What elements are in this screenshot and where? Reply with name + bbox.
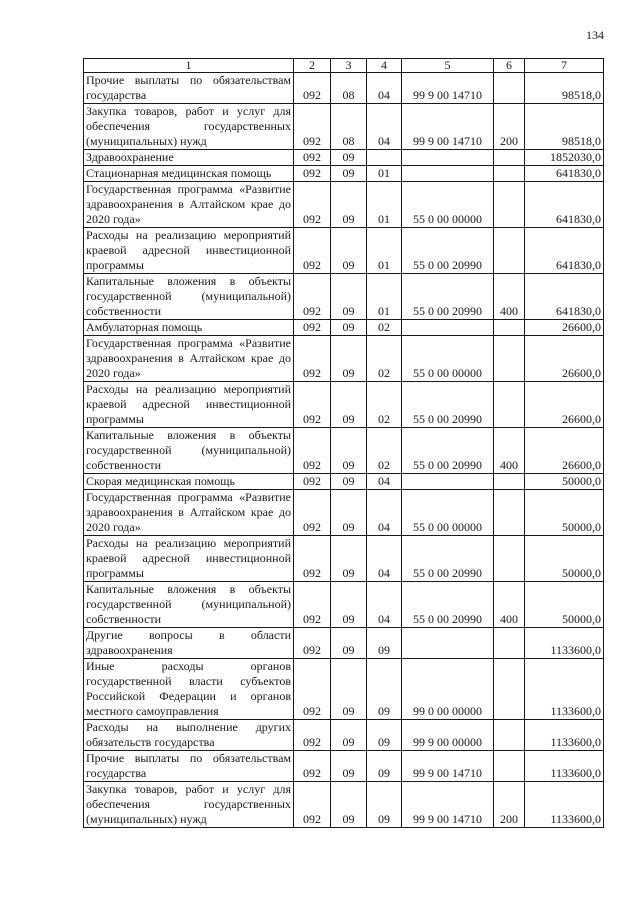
cell-ved: 092	[294, 428, 331, 474]
cell-csr: 99 9 00 14710	[402, 782, 494, 828]
cell-rz: 09	[331, 228, 367, 274]
table-row	[84, 228, 604, 274]
cell-rz: 09	[331, 336, 367, 382]
cell-csr	[402, 320, 494, 336]
cell-ved: 092	[294, 720, 331, 751]
cell-csr: 99 0 00 00000	[402, 659, 494, 720]
cell-csr: 55 0 00 20990	[402, 382, 494, 428]
cell-vr	[494, 182, 525, 228]
cell-pr: 04	[367, 474, 402, 490]
cell-ved: 092	[294, 382, 331, 428]
table-row	[84, 720, 604, 751]
cell-sum: 1133600,0	[525, 751, 604, 782]
cell-rz: 09	[331, 166, 367, 182]
cell-pr: 04	[367, 490, 402, 536]
cell-csr: 55 0 00 20990	[402, 274, 494, 320]
table-row	[84, 336, 604, 382]
cell-pr: 02	[367, 428, 402, 474]
cell-ved: 092	[294, 320, 331, 336]
cell-vr	[494, 720, 525, 751]
cell-pr: 04	[367, 104, 402, 150]
cell-rz: 09	[331, 782, 367, 828]
cell-vr: 400	[494, 582, 525, 628]
cell-vr	[494, 73, 525, 104]
cell-pr: 09	[367, 751, 402, 782]
table-row	[84, 628, 604, 659]
cell-pr: 09	[367, 720, 402, 751]
cell-csr: 55 0 00 00000	[402, 182, 494, 228]
cell-ved: 092	[294, 73, 331, 104]
column-header-2: 2	[294, 59, 331, 73]
cell-sum: 1133600,0	[525, 659, 604, 720]
cell-ved: 092	[294, 751, 331, 782]
row-name: Амбулаторная помощь	[84, 320, 294, 336]
cell-rz: 09	[331, 720, 367, 751]
cell-csr: 99 9 00 14710	[402, 104, 494, 150]
cell-vr	[494, 751, 525, 782]
row-name: Расходы на реализацию мероприятий краевой адресной инвестиционной программы	[84, 536, 294, 582]
column-header-3: 3	[331, 59, 367, 73]
table-row	[84, 428, 604, 474]
table-row	[84, 536, 604, 582]
row-name: Капитальные вложения в объекты государственной (муниципальной) собственности	[84, 274, 294, 320]
cell-ved: 092	[294, 228, 331, 274]
cell-rz: 09	[331, 659, 367, 720]
cell-rz: 09	[331, 382, 367, 428]
table-row	[84, 582, 604, 628]
cell-sum: 26600,0	[525, 320, 604, 336]
cell-csr	[402, 474, 494, 490]
cell-sum: 98518,0	[525, 104, 604, 150]
row-name: Стационарная медицинская помощь	[84, 166, 294, 182]
row-name: Капитальные вложения в объекты государственной (муниципальной) собственности	[84, 428, 294, 474]
row-name: Государственная программа «Развитие здравоохранения в Алтайском крае до 2020 года»	[84, 182, 294, 228]
cell-pr: 01	[367, 228, 402, 274]
row-name: Расходы на выполнение других обязательств государства	[84, 720, 294, 751]
table-row	[84, 490, 604, 536]
cell-pr: 01	[367, 166, 402, 182]
cell-sum: 641830,0	[525, 182, 604, 228]
cell-vr	[494, 150, 525, 166]
column-header-5: 5	[402, 59, 494, 73]
row-name: Расходы на реализацию мероприятий краевой адресной инвестиционной программы	[84, 228, 294, 274]
cell-pr: 02	[367, 320, 402, 336]
cell-pr: 09	[367, 659, 402, 720]
table-row	[84, 104, 604, 150]
cell-vr: 400	[494, 428, 525, 474]
cell-vr	[494, 166, 525, 182]
cell-csr	[402, 150, 494, 166]
cell-csr: 55 0 00 20990	[402, 228, 494, 274]
cell-ved: 092	[294, 782, 331, 828]
table-row	[84, 150, 604, 166]
cell-rz: 09	[331, 490, 367, 536]
row-name: Скорая медицинская помощь	[84, 474, 294, 490]
cell-vr: 200	[494, 782, 525, 828]
cell-pr: 02	[367, 382, 402, 428]
cell-rz: 09	[331, 274, 367, 320]
cell-rz: 09	[331, 474, 367, 490]
header-row	[84, 59, 604, 73]
cell-pr: 01	[367, 274, 402, 320]
table-row	[84, 659, 604, 720]
table-row	[84, 474, 604, 490]
table-row	[84, 320, 604, 336]
table-row	[84, 73, 604, 104]
cell-ved: 092	[294, 582, 331, 628]
cell-csr	[402, 628, 494, 659]
cell-csr: 99 9 00 00000	[402, 720, 494, 751]
cell-csr: 55 0 00 20990	[402, 428, 494, 474]
cell-vr	[494, 490, 525, 536]
cell-csr	[402, 166, 494, 182]
cell-sum: 26600,0	[525, 336, 604, 382]
cell-ved: 092	[294, 490, 331, 536]
cell-rz: 08	[331, 104, 367, 150]
cell-sum: 50000,0	[525, 490, 604, 536]
cell-sum: 641830,0	[525, 166, 604, 182]
table-row	[84, 382, 604, 428]
cell-sum: 1133600,0	[525, 720, 604, 751]
cell-csr: 55 0 00 00000	[402, 490, 494, 536]
cell-sum: 26600,0	[525, 428, 604, 474]
row-name: Здравоохранение	[84, 150, 294, 166]
cell-sum: 1133600,0	[525, 628, 604, 659]
cell-vr	[494, 536, 525, 582]
row-name: Капитальные вложения в объекты государственной (муниципальной) собственности	[84, 582, 294, 628]
cell-pr	[367, 150, 402, 166]
row-name: Государственная программа «Развитие здравоохранения в Алтайском крае до 2020 года»	[84, 490, 294, 536]
cell-vr: 200	[494, 104, 525, 150]
cell-sum: 1133600,0	[525, 782, 604, 828]
budget-table	[83, 58, 604, 828]
row-name: Государственная программа «Развитие здравоохранения в Алтайском крае до 2020 года»	[84, 336, 294, 382]
cell-rz: 09	[331, 150, 367, 166]
table-row	[84, 182, 604, 228]
table-row	[84, 274, 604, 320]
table-row	[84, 782, 604, 828]
cell-vr	[494, 474, 525, 490]
cell-csr: 55 0 00 00000	[402, 336, 494, 382]
cell-sum: 641830,0	[525, 228, 604, 274]
table-row	[84, 166, 604, 182]
cell-sum: 98518,0	[525, 73, 604, 104]
cell-rz: 09	[331, 320, 367, 336]
column-header-6: 6	[494, 59, 525, 73]
cell-vr	[494, 628, 525, 659]
cell-sum: 641830,0	[525, 274, 604, 320]
cell-ved: 092	[294, 474, 331, 490]
cell-rz: 09	[331, 428, 367, 474]
column-header-1: 1	[84, 59, 294, 73]
cell-pr: 02	[367, 336, 402, 382]
row-name: Прочие выплаты по обязательствам государства	[84, 751, 294, 782]
cell-vr	[494, 320, 525, 336]
cell-ved: 092	[294, 659, 331, 720]
cell-csr: 55 0 00 20990	[402, 536, 494, 582]
cell-pr: 04	[367, 73, 402, 104]
cell-pr: 09	[367, 782, 402, 828]
column-header-4: 4	[367, 59, 402, 73]
cell-ved: 092	[294, 536, 331, 582]
cell-ved: 092	[294, 336, 331, 382]
cell-rz: 09	[331, 628, 367, 659]
cell-pr: 04	[367, 536, 402, 582]
cell-sum: 50000,0	[525, 582, 604, 628]
cell-pr: 04	[367, 582, 402, 628]
cell-csr: 99 9 00 14710	[402, 751, 494, 782]
row-name: Иные расходы органов государственной власти субъектов Российской Федерации и органов местного самоуправления	[84, 659, 294, 720]
page-number: 134	[586, 28, 604, 42]
cell-ved: 092	[294, 150, 331, 166]
cell-vr	[494, 382, 525, 428]
cell-ved: 092	[294, 628, 331, 659]
cell-vr: 400	[494, 274, 525, 320]
cell-rz: 09	[331, 582, 367, 628]
cell-ved: 092	[294, 182, 331, 228]
cell-pr: 09	[367, 628, 402, 659]
cell-csr: 99 9 00 14710	[402, 73, 494, 104]
cell-ved: 092	[294, 166, 331, 182]
cell-ved: 092	[294, 104, 331, 150]
cell-pr: 01	[367, 182, 402, 228]
cell-rz: 09	[331, 751, 367, 782]
cell-csr: 55 0 00 20990	[402, 582, 494, 628]
cell-rz: 09	[331, 182, 367, 228]
cell-rz: 09	[331, 536, 367, 582]
column-header-7: 7	[525, 59, 604, 73]
row-name: Закупка товаров, работ и услуг для обеспечения государственных (муниципальных) нужд	[84, 104, 294, 150]
cell-vr	[494, 659, 525, 720]
cell-vr	[494, 228, 525, 274]
cell-sum: 1852030,0	[525, 150, 604, 166]
cell-rz: 08	[331, 73, 367, 104]
cell-vr	[494, 336, 525, 382]
row-name: Прочие выплаты по обязательствам государства	[84, 73, 294, 104]
row-name: Другие вопросы в области здравоохранения	[84, 628, 294, 659]
cell-sum: 50000,0	[525, 536, 604, 582]
row-name: Расходы на реализацию мероприятий краевой адресной инвестиционной программы	[84, 382, 294, 428]
cell-ved: 092	[294, 274, 331, 320]
cell-sum: 50000,0	[525, 474, 604, 490]
row-name: Закупка товаров, работ и услуг для обеспечения государственных (муниципальных) нужд	[84, 782, 294, 828]
cell-sum: 26600,0	[525, 382, 604, 428]
table-row	[84, 751, 604, 782]
